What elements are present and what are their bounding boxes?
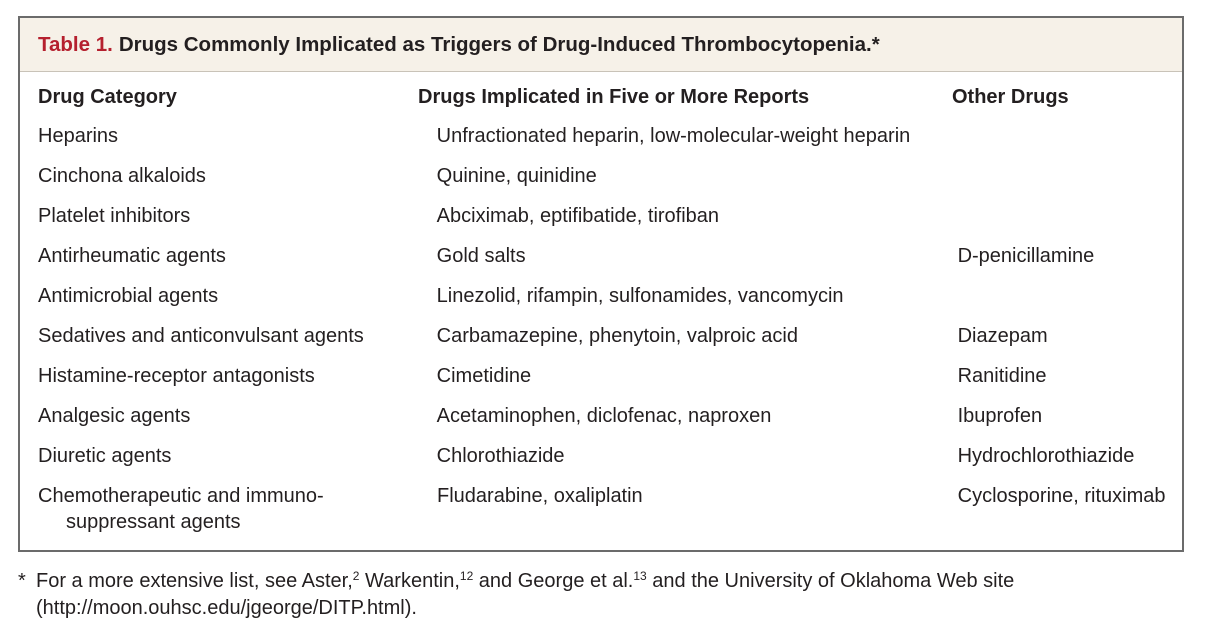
other-drugs-cell — [958, 203, 1178, 229]
column-header-implicated-drugs: Drugs Implicated in Five or More Reports — [418, 86, 810, 108]
other-drugs-cell: Ibuprofen — [957, 405, 1043, 427]
footnote-text-part: and George et al. — [473, 570, 634, 592]
other-drugs-cell: Diazepam — [957, 325, 1048, 347]
other-drugs-cell: Hydrochlorothiazide — [957, 445, 1135, 467]
drug-table — [38, 84, 1178, 549]
table-title — [20, 18, 1182, 72]
reference-superscript: 2 — [352, 569, 360, 583]
table-row — [38, 203, 1178, 229]
implicated-drugs-cell: Abciximab, eptifibatide, tirofiban — [436, 205, 720, 227]
drug-category-cell: Antirheumatic agents — [38, 245, 226, 267]
drug-category-cell: Platelet inhibitors — [38, 205, 191, 227]
table-row — [38, 403, 1178, 429]
implicated-drugs-cell: Gold salts — [436, 245, 526, 267]
implicated-drugs-cell: Chlorothiazide — [436, 445, 565, 467]
drug-category-cell: Histamine-receptor antagonists — [38, 365, 315, 387]
table-row — [38, 443, 1178, 469]
table-number: Table 1. — [38, 32, 113, 56]
table-row — [38, 123, 1178, 149]
implicated-drugs-cell: Carbamazepine, phenytoin, valproic acid — [436, 325, 798, 347]
table-row — [38, 323, 1178, 349]
drug-category-cell: Sedatives and anticonvulsant agents — [38, 325, 364, 347]
footnote-text — [36, 568, 1193, 622]
footnote-text-part: Warkentin, — [359, 570, 460, 592]
table-row — [38, 483, 1178, 535]
footnote-text-part: and the University of Oklahoma Web site (http://moon.ouhsc.edu/jgeorge/DITP.html). — [36, 570, 1015, 619]
drug-category-cell: Chemotherapeutic and immuno-suppressant agents — [38, 485, 324, 533]
drug-category-cell: Cinchona alkaloids — [38, 165, 206, 187]
drug-category-cell: Diuretic agents — [38, 445, 172, 467]
table-frame — [18, 16, 1184, 552]
reference-superscript: 13 — [633, 569, 647, 583]
other-drugs-cell: Ranitidine — [957, 365, 1047, 387]
footnote-marker: * — [18, 570, 26, 592]
table-row — [38, 163, 1178, 189]
table-row — [38, 363, 1178, 389]
reference-superscript: 12 — [459, 569, 474, 583]
table-footnote — [18, 568, 1193, 622]
table-row — [38, 283, 1178, 309]
implicated-drugs-cell: Linezolid, rifampin, sulfonamides, vancomycin — [436, 285, 844, 307]
implicated-drugs-cell: Quinine, quinidine — [436, 165, 597, 187]
other-drugs-cell — [958, 163, 1178, 189]
table-row — [38, 243, 1178, 269]
footnote-text-part: For a more extensive list, see Aster, — [36, 570, 353, 592]
drug-category-cell: Analgesic agents — [38, 405, 191, 427]
table-caption: Drugs Commonly Implicated as Triggers of Drug-Induced Thrombocytopenia.* — [118, 32, 880, 56]
implicated-drugs-cell: Cimetidine — [436, 365, 532, 387]
other-drugs-cell: D-penicillamine — [957, 245, 1095, 267]
other-drugs-cell — [958, 123, 1178, 149]
table-header-row — [38, 84, 1178, 110]
column-header-other-drugs: Other Drugs — [952, 86, 1069, 108]
implicated-drugs-cell: Fludarabine, oxaliplatin — [437, 485, 643, 507]
column-header-drug-category: Drug Category — [38, 86, 177, 108]
drug-category-cell: Heparins — [38, 125, 119, 147]
drug-category-cell: Antimicrobial agents — [38, 285, 219, 307]
other-drugs-cell: Cyclosporine, rituximab — [957, 485, 1166, 507]
implicated-drugs-cell: Unfractionated heparin, low-molecular-weight heparin — [436, 125, 911, 147]
implicated-drugs-cell: Acetaminophen, diclofenac, naproxen — [436, 405, 772, 427]
other-drugs-cell — [958, 283, 1178, 309]
